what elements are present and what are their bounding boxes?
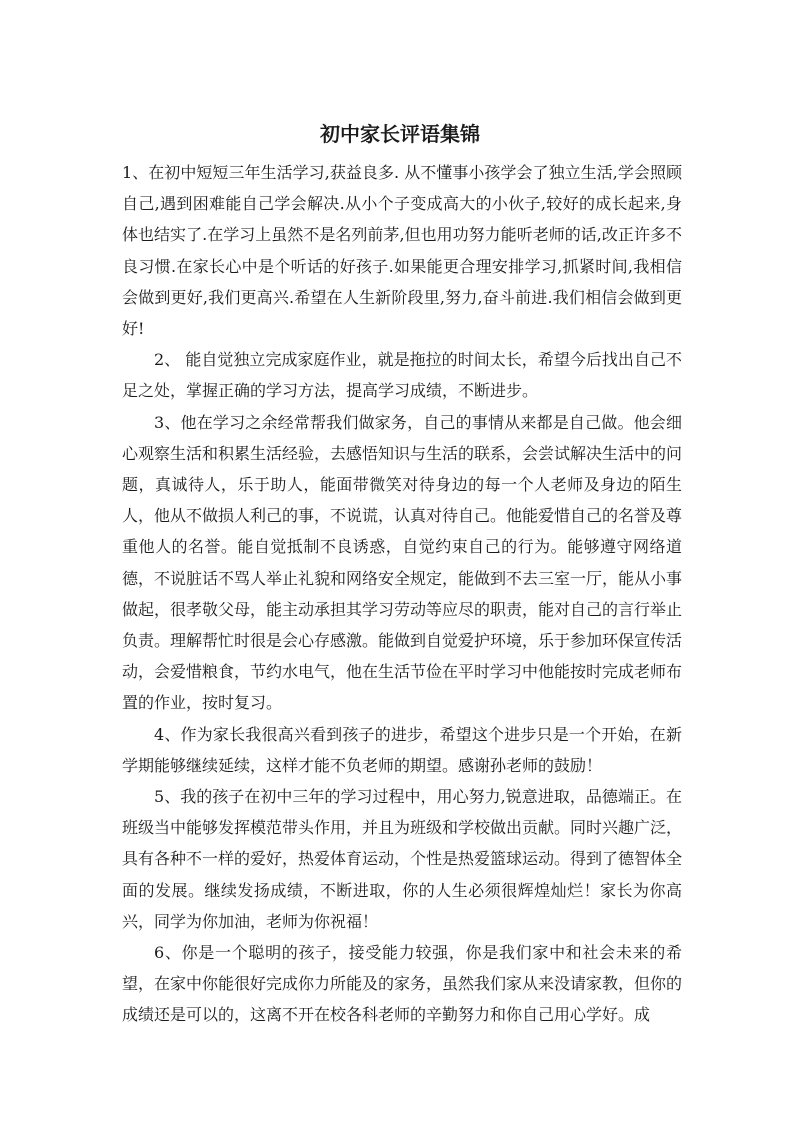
document-body — [122, 157, 682, 1031]
paragraph-2: 2、 能自觉独立完成家庭作业，就是拖拉的时间太长，希望今后找出自己不足之处，掌握正确的学习方法，提高学习成绩，不断进步。 — [122, 350, 682, 401]
paragraph-5: 5、我的孩子在初中三年的学习过程中，用心努力,锐意进取，品德端正。在班级当中能够发挥模范带头作用，并且为班级和学校做出贡献。同时兴趣广泛，具有各种不一样的爱好，热爱体育运动，个性是热爱篮球运动。得到了德智体全面的发展。继续发扬成绩，不断进取，你的人生必须很辉煌灿烂！家长为你高兴，同学为你加油，老师为你祝福！ — [122, 787, 683, 931]
paragraph-6: 6、你是一个聪明的孩子，接受能力较强，你是我们家中和社会未来的希望，在家中你能很好完成你力所能及的家务，虽然我们家从来没请家教，但你的成绩还是可以的，这离不开在校各科老师的辛勤努力和你自己用心学好。成 — [122, 943, 683, 1025]
paragraph-4: 4、作为家长我很高兴看到孩子的进步，希望这个进步只是一个开始，在新学期能够继续延续，这样才能不负老师的期望。感谢孙老师的鼓励！ — [122, 724, 682, 775]
paragraph-3: 3、他在学习之余经常帮我们做家务，自己的事情从来都是自己做。他会细心观察生活和积累生活经验，去感悟知识与生活的联系，会尝试解决生活中的问题，真诚待人，乐于助人，能面带微笑对待身边的每一个人老师及身边的陌生人，他从不做损人利己的事，不说谎，认真对待自己。他能爱惜自己的名誉及尊重他人的名誉。能自觉抵制不良诱惑，自觉约束自己的行为。能够遵守网络道德，不说脏话不骂人举止礼貌和网络安全规定，能做到不去三室一厅，能从小事做起，很孝敬父母，能主动承担其学习劳动等应尽的职责，能对自己的言行举止负责。理解帮忙时很是会心存感激。能做到自觉爱护环境，乐于参加环保宣传活动，会爱惜粮食，节约水电气，他在生活节俭在平时学习中他能按时完成老师布置的作业，按时复习。 — [122, 412, 683, 713]
paragraph-1: 1、在初中短短三年生活学习,获益良多. 从不懂事小孩学会了独立生活,学会照顾自己,遇到困难能自己学会解决.从小个子变成高大的小伙子,较好的成长起来,身体也结实了.在学习上虽然不是名列前茅,但也用功努力能听老师的话,改正许多不良习惯.在家长心中是个听话的好孩子.如果能更合理安排学习,抓紧时间,我相信会做到更好,我们更高兴.希望在人生新阶段里,努力,奋斗前进.我们相信会做到更好! — [122, 163, 682, 339]
document-title: 初中家长评语集锦 — [320, 122, 480, 146]
